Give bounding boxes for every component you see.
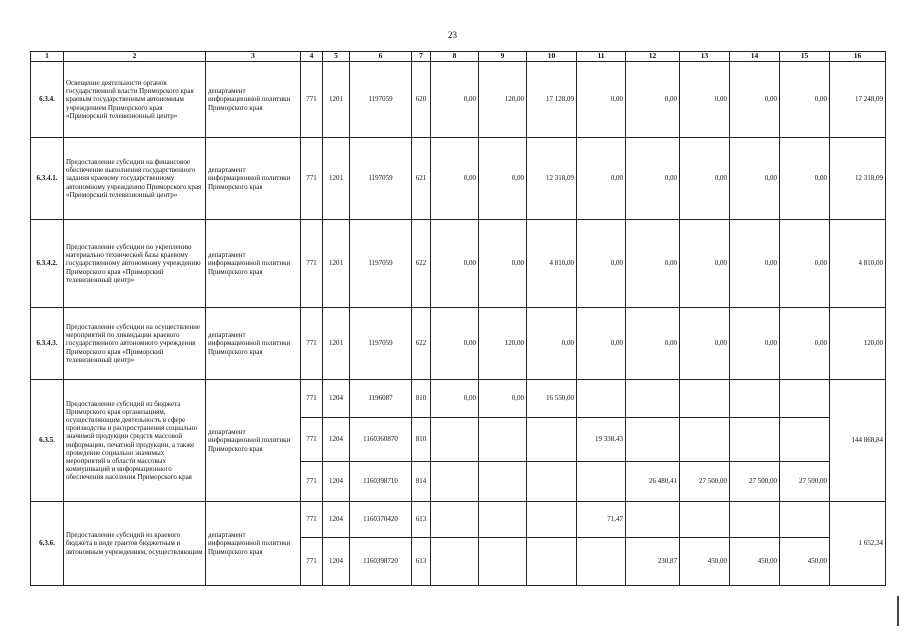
header-cell: 11 xyxy=(577,52,626,62)
value-cell: 0,00 xyxy=(730,220,780,308)
value-cell: 1204 xyxy=(323,418,350,462)
value-cell: 613 xyxy=(412,502,431,538)
value-cell xyxy=(626,502,680,538)
value-cell: 1201 xyxy=(323,62,350,138)
value-cell xyxy=(431,502,479,538)
value-cell: 771 xyxy=(301,138,323,220)
value-cell: 771 xyxy=(301,308,323,380)
value-cell: 0,00 xyxy=(730,62,780,138)
value-cell: 0,00 xyxy=(479,220,527,308)
value-cell: 0,00 xyxy=(577,62,626,138)
value-cell: 27 500,00 xyxy=(780,462,830,502)
value-cell: 810 xyxy=(412,418,431,462)
value-cell xyxy=(431,538,479,586)
value-cell xyxy=(577,538,626,586)
row-code: 6.3.5. xyxy=(31,380,64,502)
header-cell: 3 xyxy=(206,52,301,62)
value-cell: 0,00 xyxy=(577,138,626,220)
value-cell: 814 xyxy=(412,462,431,502)
value-cell: 622 xyxy=(412,308,431,380)
row-total: 4 810,00 xyxy=(830,220,886,308)
header-cell: 9 xyxy=(479,52,527,62)
value-cell: 0,00 xyxy=(780,62,830,138)
value-cell: 0,00 xyxy=(626,308,680,380)
row-code: 6.3.4.1. xyxy=(31,138,64,220)
value-cell: 120,00 xyxy=(479,62,527,138)
value-cell: 0,00 xyxy=(780,308,830,380)
header-cell: 7 xyxy=(412,52,431,62)
value-cell: 1201 xyxy=(323,308,350,380)
table-row xyxy=(31,138,886,220)
row-description: Предоставление субсидий из бюджета Приморского края организациям, осуществляющим деятельность в сфере производства и распространения социально значимой продукции средств массовой информации, печатной продукции, а также проведение социально значимых мероприятий в области массовых коммуникаций и информационного обеспечения населения Приморского края xyxy=(64,380,206,502)
value-cell: 17 128,09 xyxy=(527,62,577,138)
value-cell: 4 810,00 xyxy=(527,220,577,308)
value-cell: 1197059 xyxy=(350,138,412,220)
value-cell xyxy=(626,418,680,462)
header-cell: 13 xyxy=(680,52,730,62)
value-cell: 16 550,00 xyxy=(527,380,577,418)
header-row xyxy=(31,52,886,62)
value-cell xyxy=(527,538,577,586)
value-cell: 0,00 xyxy=(680,138,730,220)
value-cell xyxy=(431,418,479,462)
value-cell: 450,00 xyxy=(730,538,780,586)
value-cell: 622 xyxy=(412,220,431,308)
value-cell: 0,00 xyxy=(431,380,479,418)
margin-mark xyxy=(897,596,899,626)
header-cell: 2 xyxy=(64,52,206,62)
value-cell: 771 xyxy=(301,62,323,138)
value-cell: 0,00 xyxy=(680,308,730,380)
value-cell: 0,00 xyxy=(431,138,479,220)
value-cell: 0,00 xyxy=(780,220,830,308)
value-cell xyxy=(527,418,577,462)
value-cell xyxy=(527,502,577,538)
header-cell: 15 xyxy=(780,52,830,62)
value-cell: 0,00 xyxy=(479,380,527,418)
value-cell xyxy=(680,418,730,462)
value-cell xyxy=(730,380,780,418)
value-cell: 1204 xyxy=(323,462,350,502)
value-cell: 0,00 xyxy=(577,220,626,308)
header-cell: 14 xyxy=(730,52,780,62)
row-department: департамент информационной политики Приморского края xyxy=(206,138,301,220)
table-row xyxy=(31,308,886,380)
header-cell: 16 xyxy=(830,52,886,62)
header-cell: 6 xyxy=(350,52,412,62)
value-cell: 71,47 xyxy=(577,502,626,538)
value-cell xyxy=(780,502,830,538)
value-cell: 12 318,09 xyxy=(527,138,577,220)
value-cell: 0,00 xyxy=(577,308,626,380)
row-total: 17 248,09 xyxy=(830,62,886,138)
row-department: департамент информационной политики Приморского края xyxy=(206,220,301,308)
value-cell xyxy=(577,380,626,418)
table-row xyxy=(31,62,886,138)
value-cell xyxy=(577,462,626,502)
value-cell: 771 xyxy=(301,502,323,538)
value-cell: 771 xyxy=(301,418,323,462)
row-department: департамент информационной политики Приморского края xyxy=(206,308,301,380)
row-description: Освещение деятельности органов государственной власти Приморского края краевым государственным автономным учреждением Приморского края «Приморский телевизионный центр» xyxy=(64,62,206,138)
value-cell: 120,00 xyxy=(479,308,527,380)
value-cell: 0,00 xyxy=(431,308,479,380)
value-cell: 0,00 xyxy=(626,62,680,138)
header-cell: 1 xyxy=(31,52,64,62)
value-cell: 0,00 xyxy=(680,220,730,308)
value-cell: 771 xyxy=(301,220,323,308)
header-cell: 12 xyxy=(626,52,680,62)
value-cell xyxy=(680,502,730,538)
value-cell: 0,00 xyxy=(730,138,780,220)
value-cell xyxy=(431,462,479,502)
value-cell xyxy=(479,538,527,586)
value-cell: 26 480,41 xyxy=(626,462,680,502)
row-code: 6.3.4.2. xyxy=(31,220,64,308)
value-cell: 1160360870 xyxy=(350,418,412,462)
row-department: департамент информационной политики Приморского края xyxy=(206,380,301,502)
value-cell xyxy=(680,380,730,418)
value-cell xyxy=(780,418,830,462)
row-total: 120,00 xyxy=(830,308,886,380)
value-cell xyxy=(780,380,830,418)
header-cell: 10 xyxy=(527,52,577,62)
value-cell: 0,00 xyxy=(780,138,830,220)
value-cell xyxy=(479,462,527,502)
row-code: 6.3.4. xyxy=(31,62,64,138)
value-cell: 1201 xyxy=(323,220,350,308)
value-cell xyxy=(626,380,680,418)
value-cell: 0,00 xyxy=(527,308,577,380)
table-row xyxy=(31,220,886,308)
row-total: 12 318,09 xyxy=(830,138,886,220)
value-cell: 1204 xyxy=(323,502,350,538)
value-cell: 771 xyxy=(301,538,323,586)
row-code: 6.3.4.3. xyxy=(31,308,64,380)
header-cell: 5 xyxy=(323,52,350,62)
value-cell: 0,00 xyxy=(431,220,479,308)
value-cell: 0,00 xyxy=(431,62,479,138)
header-cell: 4 xyxy=(301,52,323,62)
value-cell: 1204 xyxy=(323,538,350,586)
row-code: 6.3.6. xyxy=(31,502,64,586)
value-cell: 0,00 xyxy=(730,308,780,380)
value-cell: 1160398720 xyxy=(350,538,412,586)
value-cell: 620 xyxy=(412,62,431,138)
value-cell xyxy=(730,418,780,462)
value-cell: 450,00 xyxy=(780,538,830,586)
value-cell xyxy=(479,502,527,538)
budget-table xyxy=(30,51,886,586)
value-cell xyxy=(730,502,780,538)
value-cell: 230,87 xyxy=(626,538,680,586)
value-cell: 1197059 xyxy=(350,220,412,308)
value-cell: 0,00 xyxy=(680,62,730,138)
value-cell: 1197059 xyxy=(350,308,412,380)
row-department: департамент информационной политики Приморского края xyxy=(206,502,301,586)
value-cell: 1160370420 xyxy=(350,502,412,538)
row-description: Предоставление субсидии на осуществление мероприятий по ликвидации краевого государственного автономного учреждения Приморского края «Приморский телевизионный центр» xyxy=(64,308,206,380)
value-cell: 1196087 xyxy=(350,380,412,418)
header-cell: 8 xyxy=(431,52,479,62)
value-cell: 771 xyxy=(301,380,323,418)
table-row xyxy=(31,502,886,538)
value-cell: 771 xyxy=(301,462,323,502)
value-cell: 1201 xyxy=(323,138,350,220)
row-description: Предоставление субсидий из краевого бюджета в виде грантов бюджетным и автономным учреждениям, осуществляющим xyxy=(64,502,206,586)
value-cell: 1197059 xyxy=(350,62,412,138)
value-cell: 810 xyxy=(412,380,431,418)
value-cell: 0,00 xyxy=(626,138,680,220)
value-cell: 0,00 xyxy=(626,220,680,308)
value-cell: 27 500,00 xyxy=(680,462,730,502)
value-cell xyxy=(527,462,577,502)
row-total: 1 652,34 xyxy=(830,502,886,586)
row-description: Предоставление субсидии по укреплению материально технической базы краевому государственному автономному учреждению Приморского края «Приморский телевизионный центр» xyxy=(64,220,206,308)
table-row xyxy=(31,380,886,418)
row-description: Предоставление субсидии на финансовое обеспечение выполнения государственного задания краевому государственному автономному учреждению Приморского края «Приморский телевизионный центр» xyxy=(64,138,206,220)
value-cell: 450,00 xyxy=(680,538,730,586)
value-cell: 19 338,43 xyxy=(577,418,626,462)
value-cell xyxy=(479,418,527,462)
row-total: 144 868,84 xyxy=(830,380,886,502)
value-cell: 0,00 xyxy=(479,138,527,220)
value-cell: 1204 xyxy=(323,380,350,418)
value-cell: 621 xyxy=(412,138,431,220)
row-department: департамент информационной политики Приморского края xyxy=(206,62,301,138)
value-cell: 27 500,00 xyxy=(730,462,780,502)
value-cell: 1160398710 xyxy=(350,462,412,502)
page-number: 23 xyxy=(448,30,457,40)
value-cell: 613 xyxy=(412,538,431,586)
